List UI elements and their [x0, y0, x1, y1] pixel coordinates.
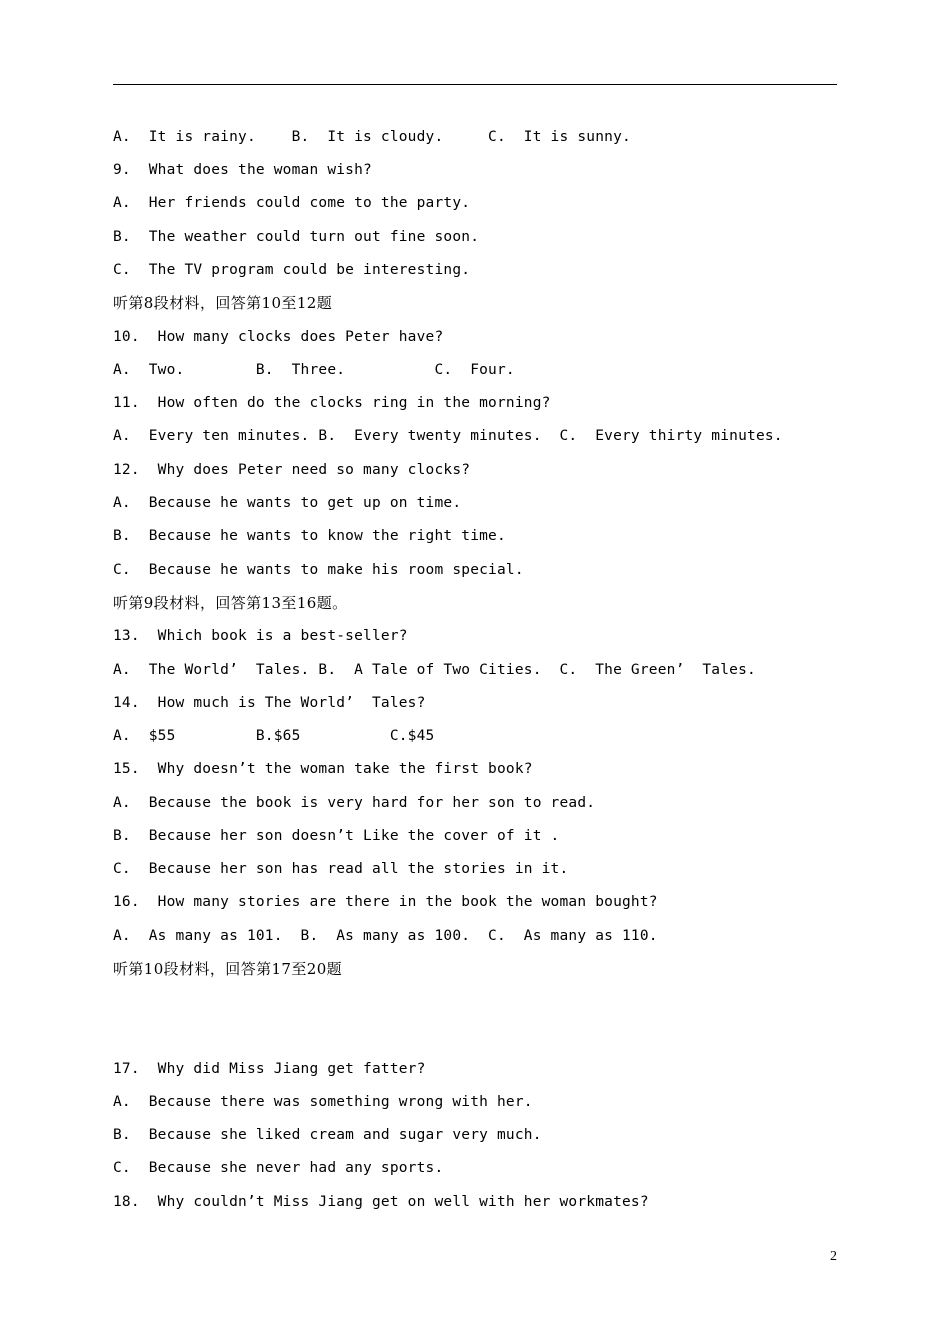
section-heading-9: 听第9段材料，回答第13至16题。	[113, 594, 348, 612]
q17-option-b: B. Because she liked cream and sugar very much.	[113, 1127, 542, 1143]
q9-option-a: A. Her friends could come to the party.	[113, 195, 471, 211]
q16-question: 16. How many stories are there in the book the woman bought?	[113, 894, 658, 910]
section-heading-8: 听第8段材料，回答第10至12题	[113, 294, 333, 312]
q13-options: A. The World’ Tales. B. A Tale of Two Cities. C. The Green’ Tales.	[113, 662, 756, 678]
q12-option-b: B. Because he wants to know the right time.	[113, 528, 506, 544]
q18-question: 18. Why couldn’t Miss Jiang get on well with her workmates?	[113, 1194, 649, 1210]
q9-option-c: C. The TV program could be interesting.	[113, 262, 471, 278]
q15-question: 15. Why doesn’t the woman take the first book?	[113, 761, 533, 777]
q14-question: 14. How much is The World’ Tales?	[113, 695, 426, 711]
q11-options: A. Every ten minutes. B. Every twenty minutes. C. Every thirty minutes.	[113, 428, 783, 444]
q8-options: A. It is rainy. B. It is cloudy. C. It is sunny.	[113, 129, 631, 145]
q15-option-a: A. Because the book is very hard for her son to read.	[113, 795, 596, 811]
q9-question: 9. What does the woman wish?	[113, 162, 372, 178]
q15-option-b: B. Because her son doesn’t Like the cover of it .	[113, 828, 560, 844]
q12-option-a: A. Because he wants to get up on time.	[113, 495, 462, 511]
q12-option-c: C. Because he wants to make his room special.	[113, 562, 524, 578]
q16-options: A. As many as 101. B. As many as 100. C. As many as 110.	[113, 928, 658, 944]
q17-question: 17. Why did Miss Jiang get fatter?	[113, 1061, 426, 1077]
section-heading-10: 听第10段材料，回答第17至20题	[113, 960, 343, 978]
q15-option-c: C. Because her son has read all the stories in it.	[113, 861, 569, 877]
q9-option-b: B. The weather could turn out fine soon.	[113, 229, 480, 245]
q17-option-a: A. Because there was something wrong with her.	[113, 1094, 533, 1110]
q10-options: A. Two. B. Three. C. Four.	[113, 362, 515, 378]
q12-question: 12. Why does Peter need so many clocks?	[113, 462, 471, 478]
q14-options: A. $55 B.$65 C.$45	[113, 728, 435, 744]
q10-question: 10. How many clocks does Peter have?	[113, 329, 444, 345]
q11-question: 11. How often do the clocks ring in the morning?	[113, 395, 551, 411]
header-rule	[113, 84, 837, 85]
q13-question: 13. Which book is a best-seller?	[113, 628, 408, 644]
page-number: 2	[830, 1249, 837, 1264]
q17-option-c: C. Because she never had any sports.	[113, 1160, 444, 1176]
